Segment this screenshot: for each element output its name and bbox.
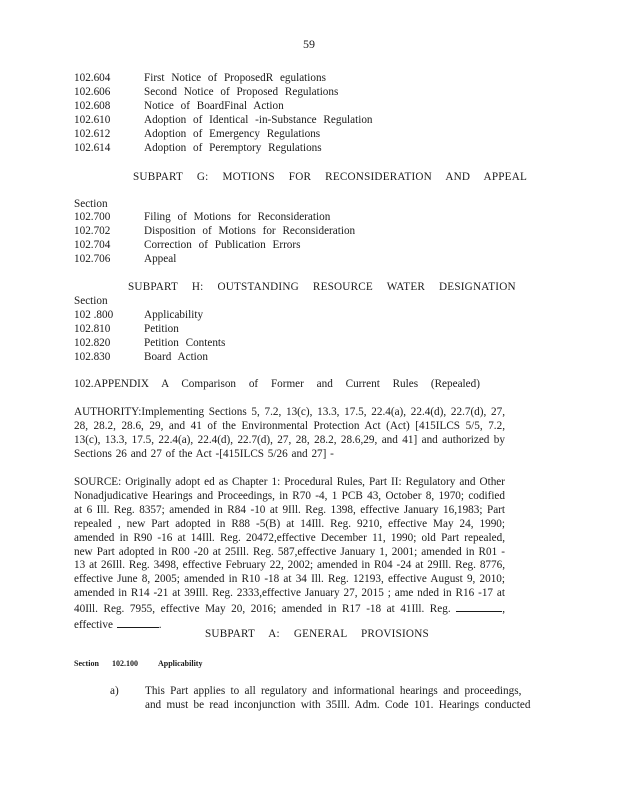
section-label: Section (74, 659, 99, 668)
authority-note (74, 406, 505, 462)
section-title: Appeal (144, 253, 177, 265)
section-title: Petition (144, 323, 179, 335)
page-number: 59 (303, 37, 315, 51)
section-number: 102.612 (74, 128, 111, 140)
source-note (74, 476, 505, 633)
section-number: 102.704 (74, 239, 111, 251)
section-title: Second Notice of Proposed Regulations (144, 86, 339, 98)
section-number: 102.604 (74, 72, 111, 84)
section-number: 102.610 (74, 114, 111, 126)
appendix-entry: 102.APPENDIX A Comparison of Former and Current Rules (Repealed) (74, 378, 480, 390)
subpart-g-heading: SUBPART G: MOTIONS FOR RECONSIDERATION AND APPEAL (133, 171, 528, 183)
subpart-h-heading: SUBPART H: OUTSTANDING RESOURCE WATER DESIGNATION (128, 281, 516, 293)
source-text: SOURCE: Originally adopt ed as Chapter 1: Procedural Rules, Part II: Regulatory and Other Nonadjudicative Hearings and Proceedings, in R70 -4, 1 PCB 43, October 8, 1970; codified at 6 Ill. Reg. 8357; amended in R84 -10 at 9Ill. Reg. 1398, effective January 16,1983; Part repealed , new Part adopted in R88 -5(B) at 14Ill. Reg. 9210, effective May 24, 1990; amended in R90 -16 at 14Ill. Reg. 20472,effective December 11, 1990; old Part repealed, new Part adopted in R00 -20 at 25Ill. Reg. 587,effective January 1, 2001; amended in R01 - 13 at 26Ill. Reg. 3498, effective February 22, 2002; amended in R04 -24 at 29Ill. Reg. 8776, effective June 8, 2005; amended in R10 -18 at 34 Ill. Reg. 12193, effective August 9, 2010; amended in R14 -21 at 39Ill. Reg. 2333,effective January 27, 2015 ; ame nded in R16 -17 at 40Ill. Reg. 7955, effective May 20, 2016; amended in R17 -18 at 41Ill. Reg. (74, 476, 505, 616)
section-title: Petition Contents (144, 337, 226, 349)
section-title: Disposition of Motions for Reconsideration (144, 225, 356, 237)
section-title: Board Action (144, 351, 208, 363)
section-number: 102.830 (74, 351, 111, 363)
section-number: 102.608 (74, 100, 111, 112)
source-mid: , (502, 603, 506, 616)
item-label: a) (110, 685, 119, 697)
authority-label: AUTHORITY: (74, 406, 142, 418)
section-title: Notice of BoardFinal Action (144, 100, 284, 112)
section-number: 102.606 (74, 86, 111, 98)
section-label: Section (74, 295, 108, 307)
section-title: Adoption of Identical -in-Substance Regulation (144, 114, 373, 126)
item-text-line: This Part applies to all regulatory and informational hearings and proceedings, (145, 685, 522, 697)
authority-end-mark: - (330, 447, 334, 460)
section-title: Applicability (158, 659, 203, 668)
section-number: 102.702 (74, 225, 111, 237)
section-title: First Notice of ProposedR egulations (144, 72, 326, 84)
section-title: Applicability (144, 309, 204, 321)
section-number: 102 .800 (74, 309, 114, 321)
section-number: 102.614 (74, 142, 111, 154)
authority-text: Implementing Sections 5, 7.2, 13(c), 13.3, 17.5, 22.4(a), 22.4(d), 22.7(d), 27, 28, 28.2, 28.6, 29, and 41 of the Environmental Protection Act (Act) [415ILCS 5/5, 7.2, 13(c), 13.3, 17.5, 22.4(a), 22.4(d), 22.7(d), 27, 28, 28.2, 28.6,29, and 41] and authorized by Sections 26 and 27 of the Act -[415ILCS 5/26 and 27] (74, 406, 505, 460)
source-effective: effective (74, 619, 113, 632)
section-title: Adoption of Emergency Regulations (144, 128, 321, 140)
section-title: Adoption of Peremptory Regulations (144, 142, 322, 154)
section-title: Filing of Motions for Reconsideration (144, 211, 331, 223)
section-number: 102.706 (74, 253, 111, 265)
item-text-line: and must be read inconjunction with 35Ill. Adm. Code 101. Hearings conducted (145, 699, 531, 711)
section-number: 102.810 (74, 323, 111, 335)
section-number: 102.820 (74, 337, 111, 349)
blank-line (117, 617, 159, 628)
section-number: 102.100 (112, 659, 138, 668)
section-number: 102.700 (74, 211, 111, 223)
section-label: Section (74, 198, 108, 210)
section-title: Correction of Publication Errors (144, 239, 301, 251)
blank-line (456, 601, 502, 612)
source-end: . (158, 619, 162, 632)
subpart-a-heading: SUBPART A: GENERAL PROVISIONS (205, 628, 429, 640)
